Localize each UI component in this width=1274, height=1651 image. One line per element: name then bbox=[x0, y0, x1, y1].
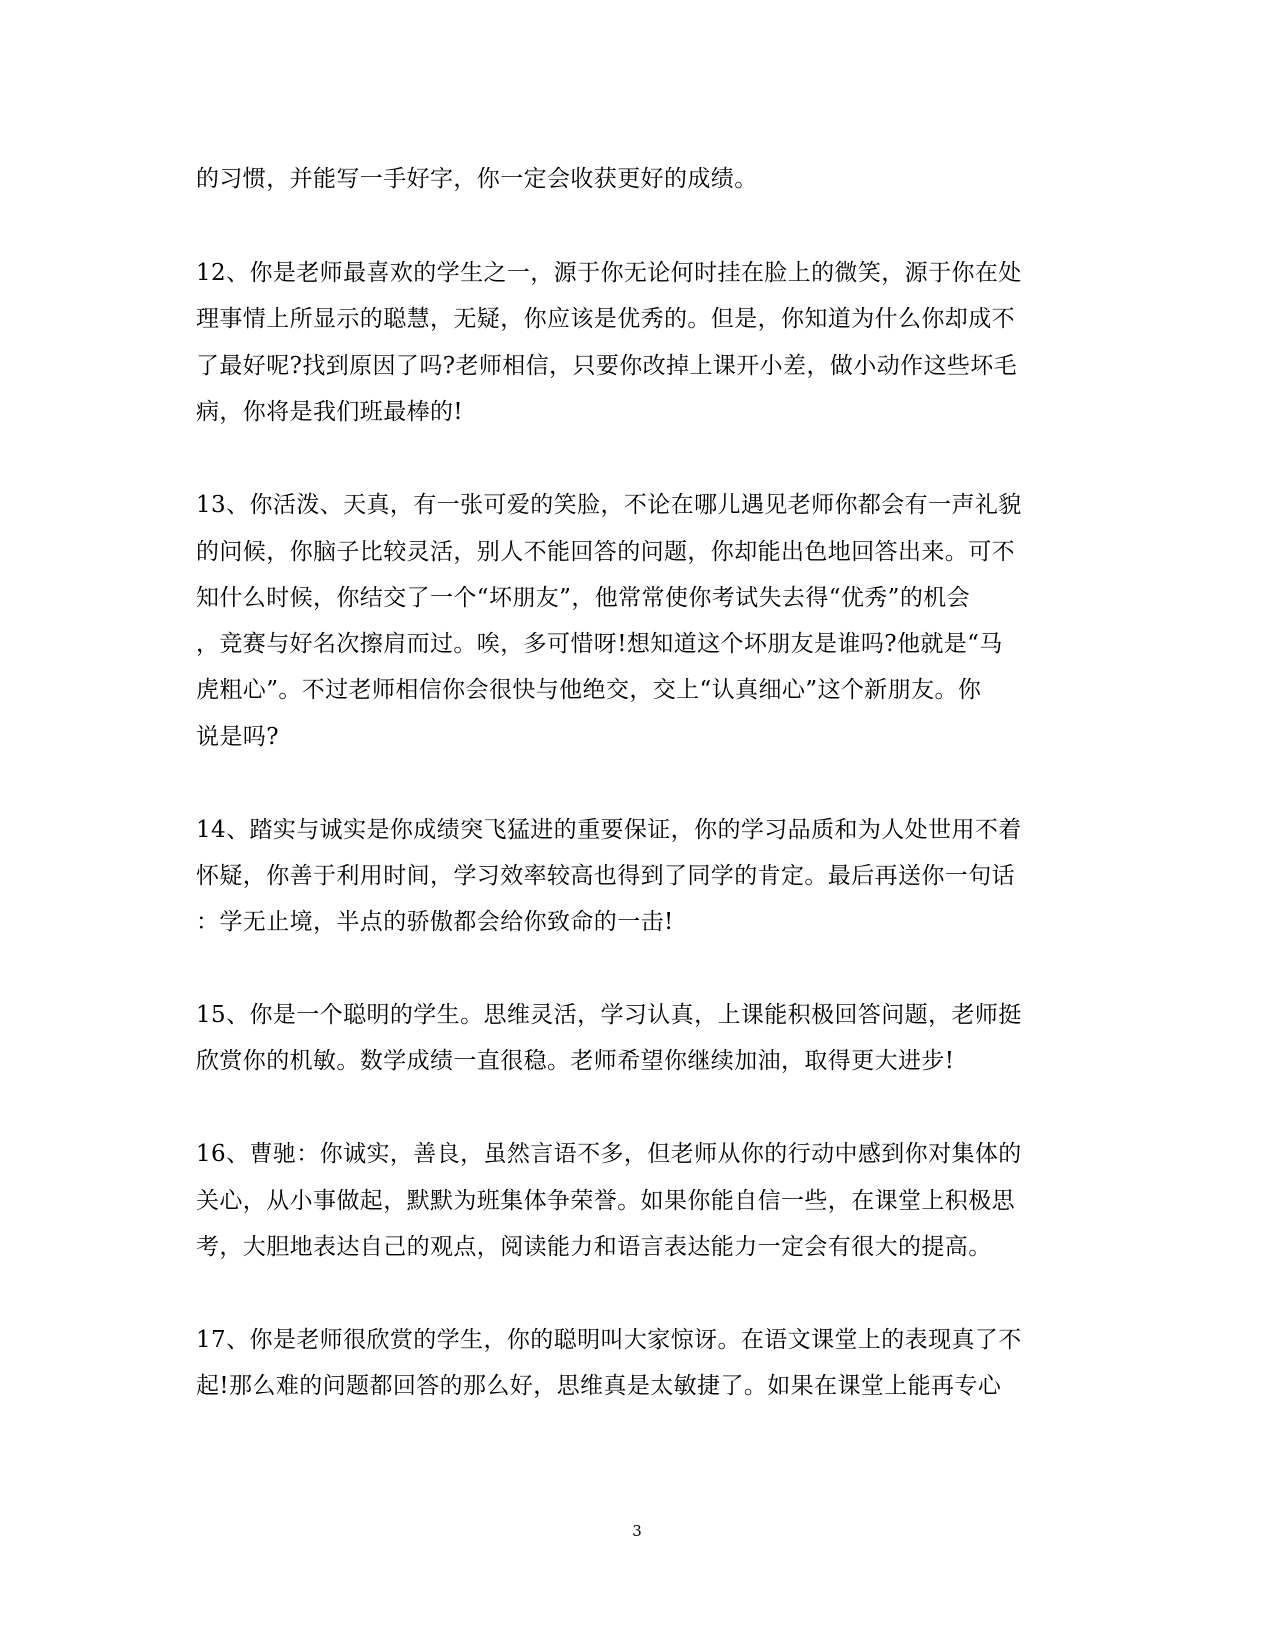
paragraph-14-line-1: 14、踏实与诚实是你成绩突飞猛进的重要保证，你的学习品质和为人处世用不着 bbox=[196, 817, 1022, 843]
paragraph-16-line-2: 关心，从小事做起，默默为班集体争荣誉。如果你能自信一些，在课堂上积极思 bbox=[196, 1188, 1015, 1214]
paragraph-12-line-2: 理事情上所显示的聪慧，无疑，你应该是优秀的。但是，你知道为什么你却成不 bbox=[196, 306, 1015, 332]
paragraph-14-line-2: 怀疑，你善于利用时间，学习效率较高也得到了同学的肯定。最后再送你一句话 bbox=[196, 863, 1015, 889]
paragraph-15-line-1: 15、你是一个聪明的学生。思维灵活，学习认真，上课能积极回答问题，老师挺 bbox=[196, 1002, 1022, 1028]
paragraph-13-line-3: 知什么时候，你结交了一个“坏朋友”，他常常使你考试失去得“优秀”的机会 bbox=[196, 585, 971, 611]
paragraph-17-line-2: 起!那么难的问题都回答的那么好，思维真是太敏捷了。如果在课堂上能再专心 bbox=[196, 1373, 1002, 1399]
paragraph-13-line-4: ，竞赛与好名次擦肩而过。唉，多可惜呀!想知道这个坏朋友是谁吗?他就是“马 bbox=[196, 631, 1003, 657]
paragraph-17-line-1: 17、你是老师很欣赏的学生，你的聪明叫大家惊讶。在语文课堂上的表现真了不 bbox=[196, 1327, 1022, 1353]
page-number: 3 bbox=[632, 1522, 642, 1540]
paragraph-13-line-5: 虎粗心”。不过老师相信你会很快与他绝交，交上“认真细心”这个新朋友。你 bbox=[196, 677, 982, 703]
paragraph-11-line-1: 的习惯，并能写一手好字，你一定会收获更好的成绩。 bbox=[196, 166, 758, 192]
paragraph-14-line-3: ：学无止境，半点的骄傲都会给你致命的一击! bbox=[196, 909, 674, 935]
paragraph-13-line-6: 说是吗? bbox=[196, 724, 279, 750]
paragraph-12-line-1: 12、你是老师最喜欢的学生之一，源于你无论何时挂在脸上的微笑，源于你在处 bbox=[196, 260, 1022, 286]
paragraph-13-line-1: 13、你活泼、天真，有一张可爱的笑脸，不论在哪儿遇见老师你都会有一声礼貌 bbox=[196, 492, 1022, 518]
paragraph-12-line-3: 了最好呢?找到原因了吗?老师相信，只要你改掉上课开小差，做小动作这些坏毛 bbox=[196, 353, 1018, 379]
paragraph-16-line-1: 16、曹驰：你诚实，善良，虽然言语不多，但老师从你的行动中感到你对集体的 bbox=[196, 1141, 1022, 1167]
paragraph-16-line-3: 考，大胆地表达自己的观点，阅读能力和语言表达能力一定会有很大的提高。 bbox=[196, 1234, 992, 1260]
paragraph-12-line-4: 病，你将是我们班最棒的! bbox=[196, 399, 464, 425]
paragraph-13-line-2: 的问候，你脑子比较灵活，别人不能回答的问题，你却能出色地回答出来。可不 bbox=[196, 539, 1015, 565]
paragraph-15-line-2: 欣赏你的机敏。数学成绩一直很稳。老师希望你继续加油，取得更大进步! bbox=[196, 1048, 955, 1074]
